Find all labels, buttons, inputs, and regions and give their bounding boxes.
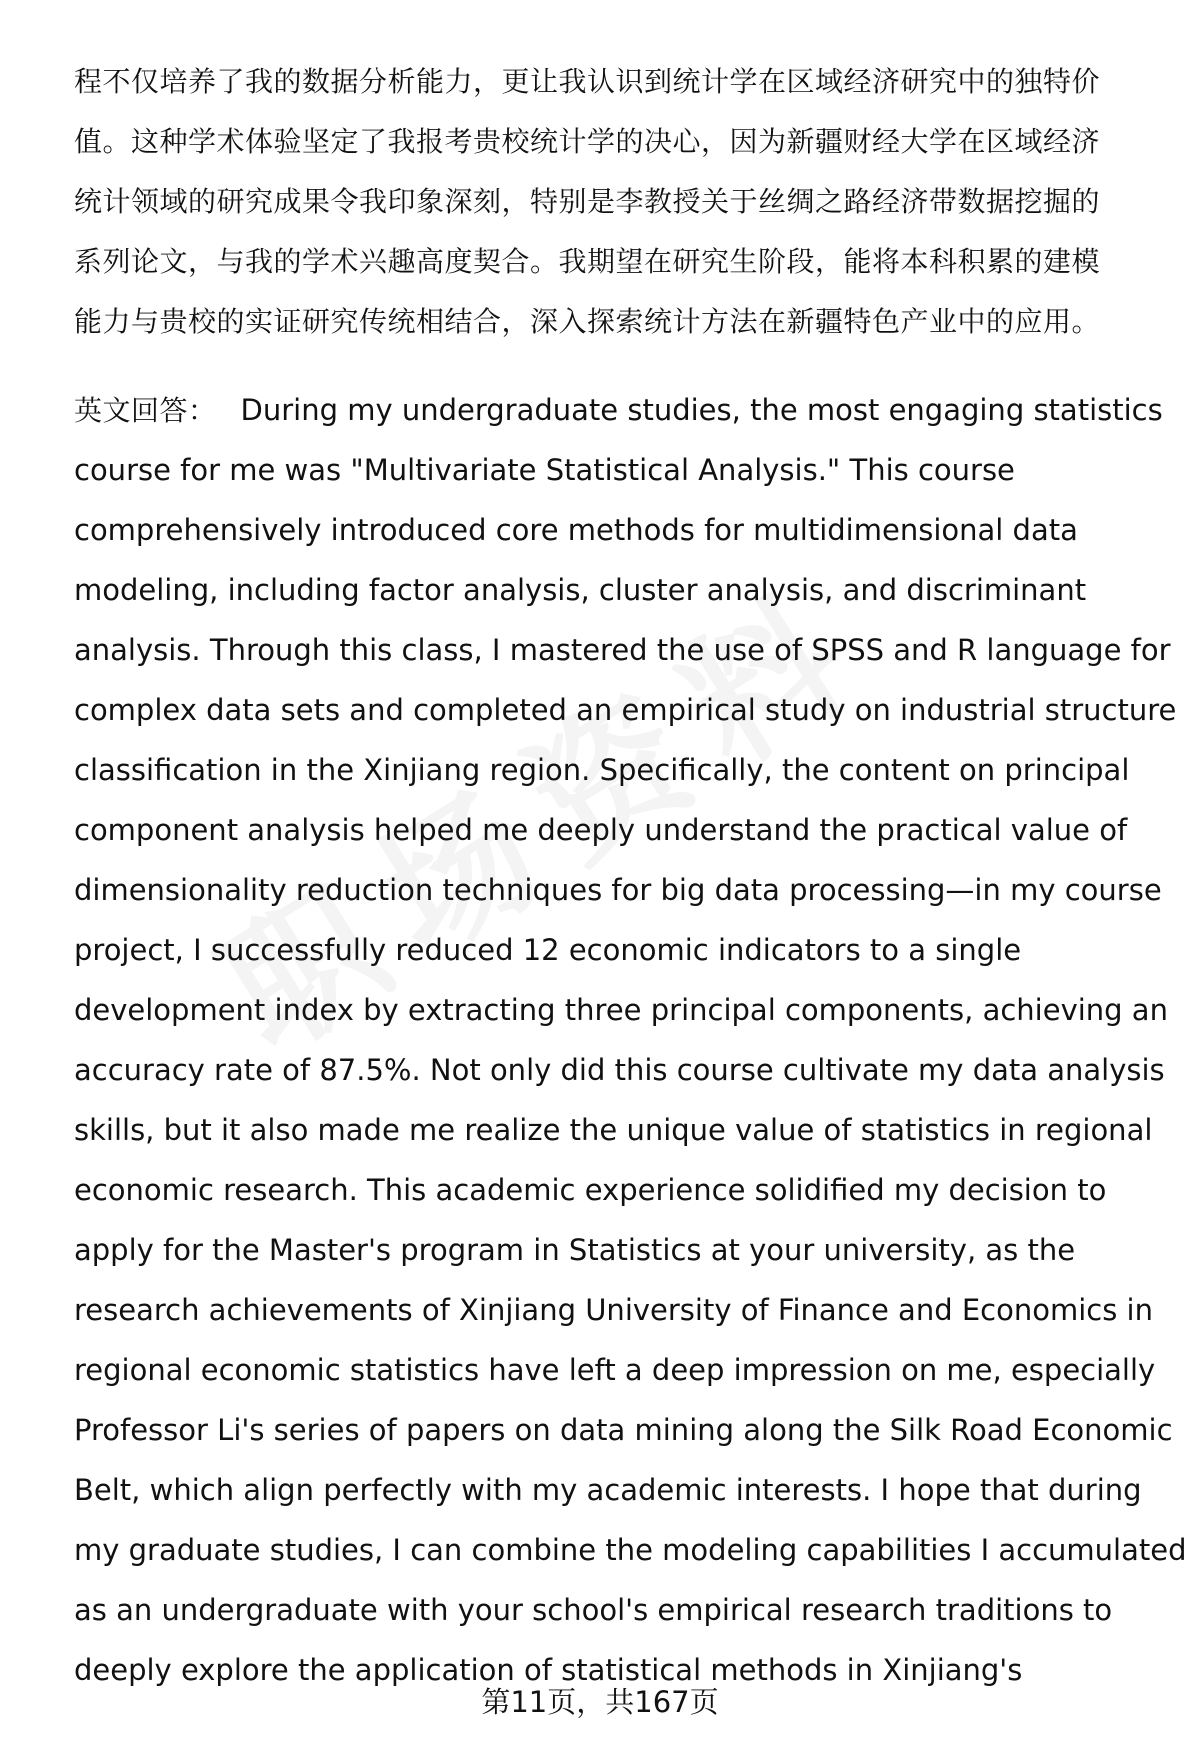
english-line: course for me was "Multivariate Statistical Analysis." This course xyxy=(74,453,1015,487)
page-number-footer: 第11页，共167页 xyxy=(481,1685,719,1719)
chinese-paragraph xyxy=(74,52,1159,352)
chinese-line: 值。这种学术体验坚定了我报考贵校统计学的决心，因为新疆财经大学在区域经济 xyxy=(74,125,1101,158)
english-line: my graduate studies, I can combine the modeling capabilities I accumulated xyxy=(74,1533,1187,1567)
english-answer xyxy=(74,380,1187,1700)
english-line: project, I successfully reduced 12 economic indicators to a single xyxy=(74,933,1022,967)
english-line: economic research. This academic experience solidified my decision to xyxy=(74,1173,1107,1207)
english-line: Belt, which align perfectly with my academic interests. I hope that during xyxy=(74,1473,1142,1507)
english-line: regional economic statistics have left a deep impression on me, especially xyxy=(74,1353,1156,1387)
english-line: deeply explore the application of statistical methods in Xinjiang's xyxy=(74,1653,1023,1687)
english-line-text: During my undergraduate studies, the most engaging statistics xyxy=(240,393,1163,427)
chinese-line: 能力与贵校的实证研究传统相结合，深入探索统计方法在新疆特色产业中的应用。 xyxy=(74,305,1101,338)
english-line: complex data sets and completed an empirical study on industrial structure xyxy=(74,693,1177,727)
english-line: modeling, including factor analysis, cluster analysis, and discriminant xyxy=(74,573,1087,607)
english-line: skills, but it also made me realize the unique value of statistics in regional xyxy=(74,1113,1153,1147)
page-content xyxy=(74,52,1187,1700)
english-line: as an undergraduate with your school's empirical research traditions to xyxy=(74,1593,1113,1627)
english-line-first xyxy=(74,380,1163,440)
english-line: comprehensively introduced core methods for multidimensional data xyxy=(74,513,1078,547)
english-line: component analysis helped me deeply understand the practical value of xyxy=(74,813,1128,847)
paragraph-gap xyxy=(74,352,1159,380)
english-line: research achievements of Xinjiang University of Finance and Economics in xyxy=(74,1293,1153,1327)
chinese-line: 程不仅培养了我的数据分析能力，更让我认识到统计学在区域经济研究中的独特价 xyxy=(74,65,1101,98)
english-line: Professor Li's series of papers on data mining along the Silk Road Economic xyxy=(74,1413,1173,1447)
english-line: accuracy rate of 87.5%. Not only did this course cultivate my data analysis xyxy=(74,1053,1165,1087)
english-answer-label: 英文回答： xyxy=(74,394,217,427)
english-line: dimensionality reduction techniques for big data processing—in my course xyxy=(74,873,1162,907)
english-line: classification in the Xinjiang region. Specifically, the content on principal xyxy=(74,753,1130,787)
chinese-line: 统计领域的研究成果令我印象深刻，特别是李教授关于丝绸之路经济带数据挖掘的 xyxy=(74,185,1101,218)
english-line: analysis. Through this class, I mastered the use of SPSS and R language for xyxy=(74,633,1171,667)
english-line: apply for the Master's program in Statistics at your university, as the xyxy=(74,1233,1076,1267)
english-line: development index by extracting three principal components, achieving an xyxy=(74,993,1168,1027)
chinese-line: 系列论文，与我的学术兴趣高度契合。我期望在研究生阶段，能将本科积累的建模 xyxy=(74,245,1101,278)
